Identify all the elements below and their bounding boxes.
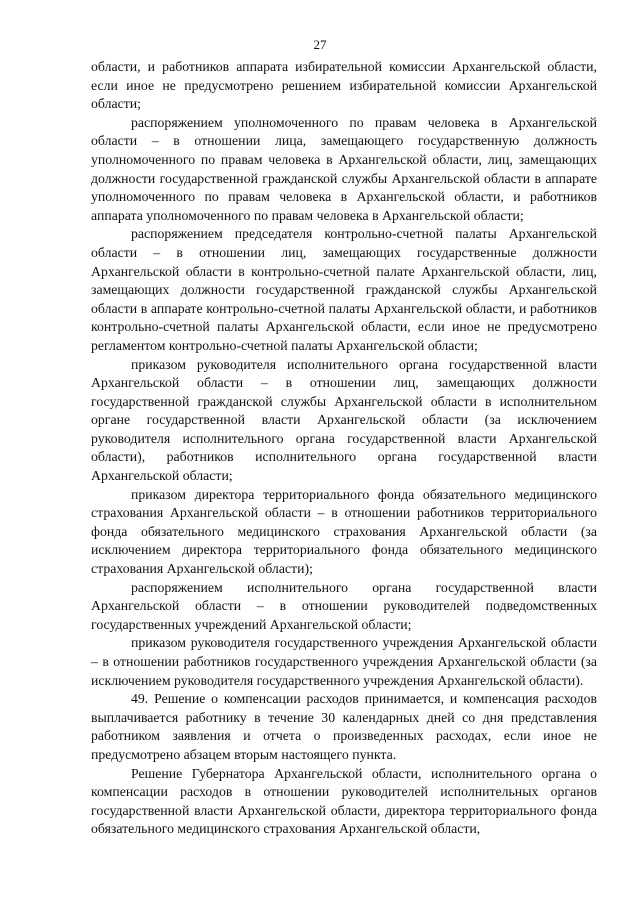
paragraph-state-institution-order: приказом руководителя государственного учреждения Архангельской области – в отношении работников государственного учреждения Архангельской области (за исключением руководителя государственного учреждения Архангельской области). bbox=[91, 635, 597, 688]
paragraph-audit-chamber-order: распоряжением председателя контрольно-счетной палаты Архангельской области – в отношении лиц, замещающих государственные должности Архангельской области в контрольно-счетной палате Архангельской области, лиц, замещающих должности государственной гражданской службы Архангельской области в аппарате контрольно-счетной палаты Архангельской области, и работников контрольно-счетной палаты Архангельской области, если иное не предусмотрено регламентом контрольно-счетной палаты Архангельской области; bbox=[91, 226, 597, 353]
paragraph-subordinate-institutions-order: распоряжением исполнительного органа государственной власти Архангельской области – в отношении руководителей подведомственных государственных учреждений Архангельской области; bbox=[91, 579, 597, 632]
paragraph-ombudsman-order: распоряжением уполномоченного по правам человека в Архангельской области – в отношении лица, замещающего государственную должность уполномоченного по правам человека в Архангельской области, лиц, замещающих должности государственной гражданской службы Архангельской области в аппарате уполномоченного по правам человека в Архангельской области, и работников аппарата уполномоченного по правам человека в Архангельской области; bbox=[91, 114, 597, 223]
paragraph-continuation: области, и работников аппарата избирательной комиссии Архангельской области, если иное не предусмотрено решением избирательной комиссии Архангельской области; bbox=[91, 59, 597, 112]
paragraph-executive-body-order: приказом руководителя исполнительного органа государственной власти Архангельской области – в отношении лиц, замещающих должности государственной гражданской службы Архангельской области в исполнительном органе государственной власти Архангельской области (за исключением руководителя исполнительного органа государственной власти Архангельской области), работников исполнительного органа государственной власти Архангельской области; bbox=[91, 356, 597, 484]
paragraph-governor-decision: Решение Губернатора Архангельской области, исполнительного органа о компенсации расходов в отношении руководителей исполнительных органов государственной власти Архангельской области, директора территориального фонда обязательного медицинского страхования Архангельской области, bbox=[91, 765, 597, 837]
paragraph-insurance-fund-order: приказом директора территориального фонда обязательного медицинского страхования Архангельской области – в отношении работников территориального фонда обязательного медицинского страхования Архангельской области (за исключением директора территориального фонда обязательного медицинского страхования Архангельской области); bbox=[91, 486, 597, 577]
page-number: 27 bbox=[313, 37, 327, 52]
document-body bbox=[91, 58, 597, 839]
paragraph-item-49: 49. Решение о компенсации расходов принимается, и компенсация расходов выплачивается работнику в течение 30 календарных дней со дня представления работником заявления и отчета о произведенных расходах, если иное не предусмотрено абзацем вторым настоящего пункта. bbox=[91, 691, 597, 762]
